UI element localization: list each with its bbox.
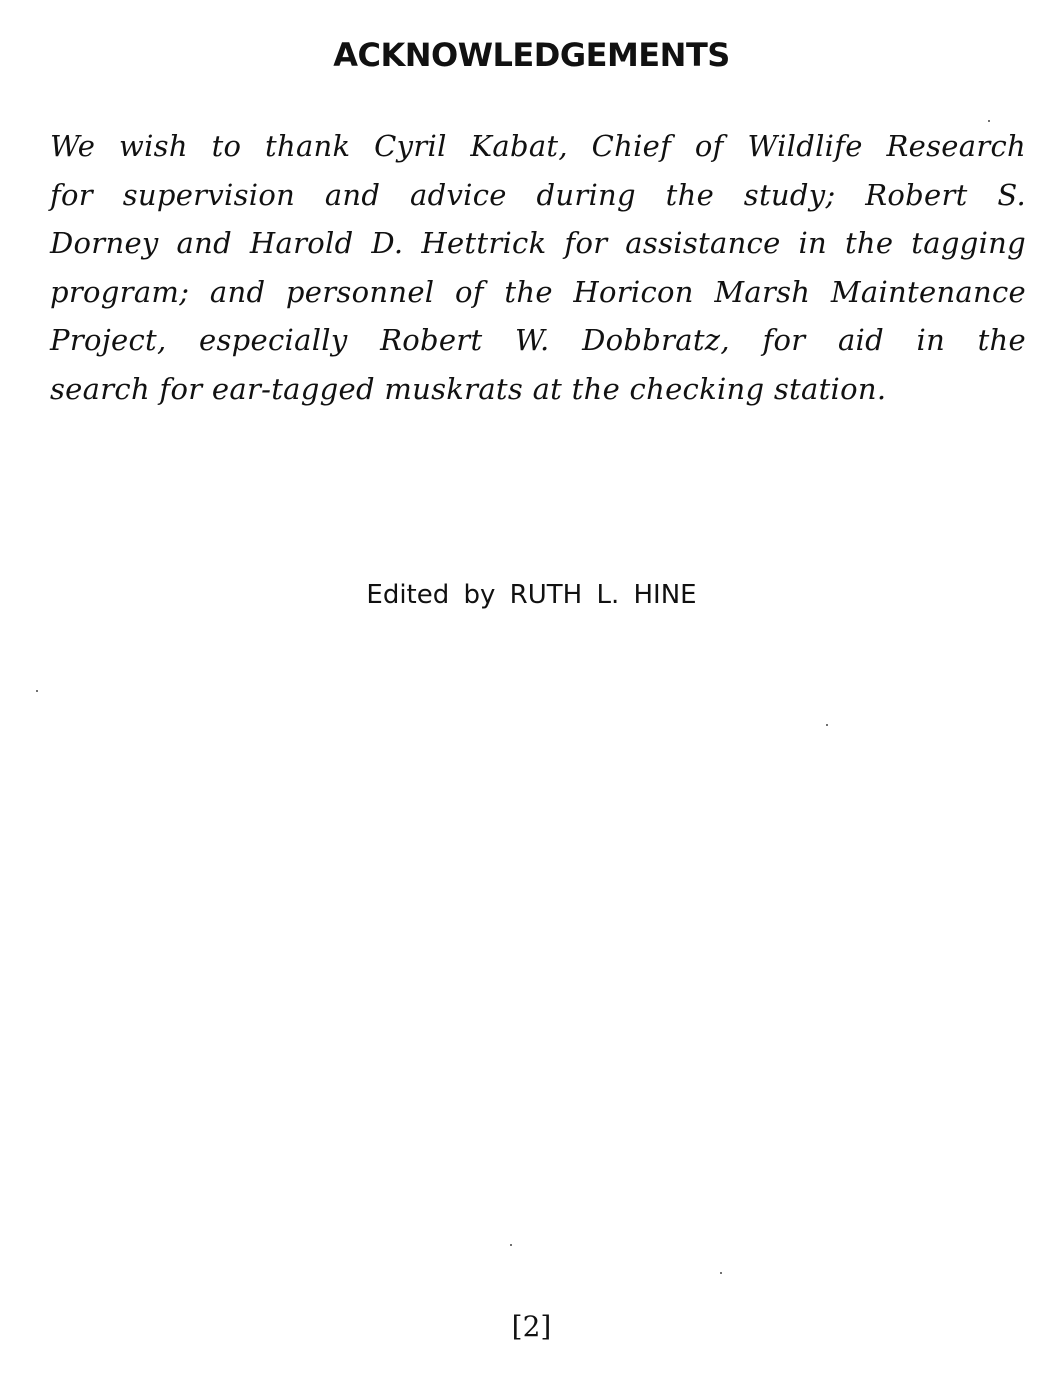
paragraph-line: search for ear-tagged muskrats at the checking station. — [50, 371, 887, 406]
paragraph-line: Dorney and Harold D. Hettrick for assistance in the tagging — [50, 226, 1026, 260]
acknowledgements-paragraph — [50, 122, 1026, 413]
scan-speck — [510, 1244, 512, 1246]
editor-credit: Edited by RUTH L. HINE — [366, 580, 697, 610]
paragraph-line: We wish to thank Cyril Kabat, Chief of Wildlife Research — [50, 129, 1026, 163]
scan-speck — [826, 724, 828, 726]
paragraph-line: for supervision and advice during the study; Robert S. — [50, 177, 1026, 212]
page-number: [2] — [511, 1310, 552, 1343]
scan-speck — [36, 690, 38, 692]
paragraph-line: Project, especially Robert W. Dobbratz, for aid in the — [50, 323, 1026, 357]
paragraph-line: program; and personnel of the Horicon Marsh Maintenance — [50, 274, 1026, 309]
page-title: ACKNOWLEDGEMENTS — [333, 36, 730, 74]
scan-speck — [720, 1272, 722, 1274]
scan-speck — [988, 120, 990, 122]
